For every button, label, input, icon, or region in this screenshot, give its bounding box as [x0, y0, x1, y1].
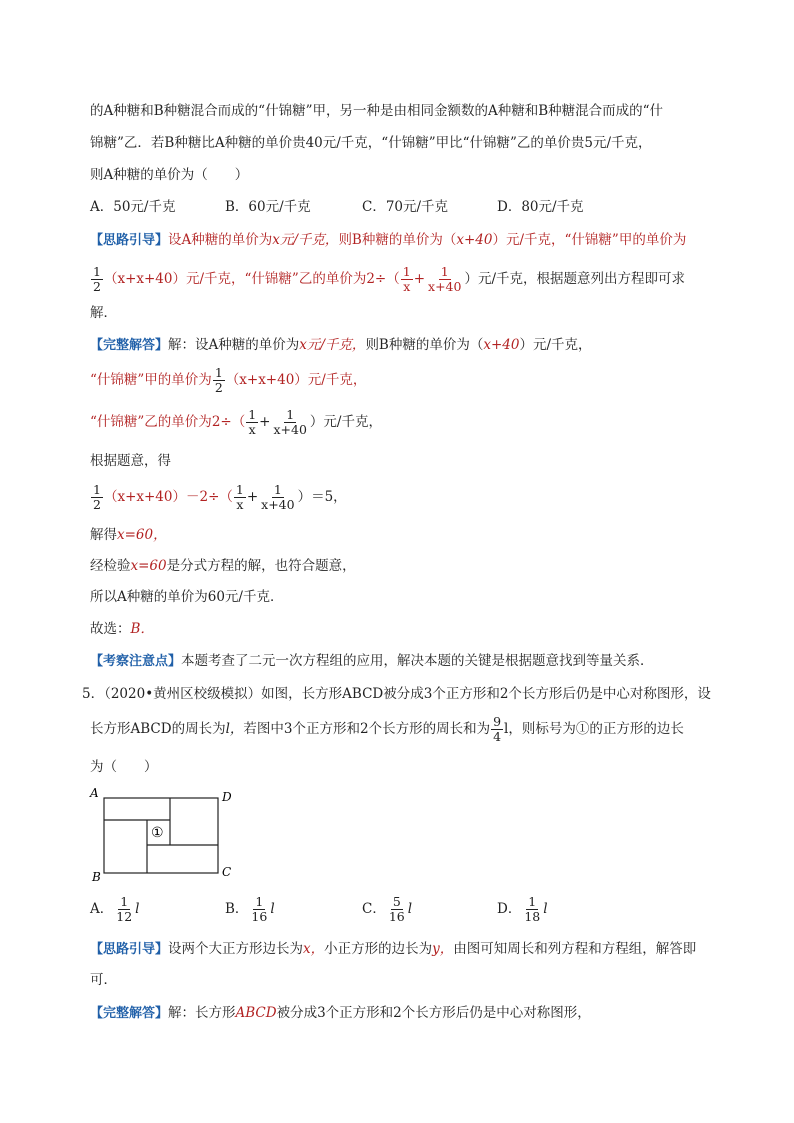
q5-option-d: D． $\frac{1}{18}$ l	[497, 893, 548, 924]
q4-option-d: D．80元/千克	[497, 199, 584, 215]
q4-stem-line-3: 则A种糖的单价为（ ）	[90, 167, 249, 183]
q4-note: 【考察注意点】本题考查了二元一次方程组的应用，解决本题的关键是根据题意找到等量关系．	[90, 653, 654, 669]
circled-one-label: ①	[151, 825, 164, 841]
hint-expr: （x+x+40）元/千克，	[103, 271, 245, 287]
q5-stem-line-2: 长方形ABCD的周长为l，若图中3个正方形和2个长方形的周长和为 $\frac{9}{4}$ l，则标号为①的正方形的边长	[90, 713, 684, 744]
fraction-1-over-x40: $\frac{1}{x+40}$	[428, 263, 462, 294]
hint-var: x元/千克，	[272, 232, 339, 248]
fraction-1-over-x40: $\frac{1}{x+40}$	[261, 481, 295, 512]
fraction-9-over-4: $\frac{9}{4}$	[493, 713, 502, 744]
rectangle-figure	[86, 784, 246, 884]
vertex-label-d: D	[222, 790, 232, 804]
q4-hint-line-3: 解．	[90, 305, 117, 321]
plus-sign: +	[413, 271, 426, 287]
solution-tag: 【完整解答】	[90, 338, 169, 353]
hint-text: ）元/千克，根据题意列出方程即可求	[464, 271, 686, 287]
hint-text: “什锦糖”乙的单价为	[244, 271, 367, 287]
q4-option-c: C．70元/千克	[362, 199, 449, 215]
q4-option-a: A．50元/千克	[90, 199, 176, 215]
q4-solution-line-6: 解得x=60，	[90, 527, 167, 543]
q4-hint-line-2	[90, 262, 685, 296]
q5-hint-line-1: 【思路引导】设两个大正方形边长为x，小正方形的边长为y，由图可知周长和列方程和方程组，解答即	[90, 941, 697, 957]
fraction-half: $\frac{1}{2}$	[214, 364, 223, 395]
hint-tag: 【思路引导】	[90, 233, 169, 248]
fraction-1-over-x: $\frac{1}{x}$	[248, 406, 257, 437]
q4-solution-line-1: 【完整解答】解：设A种糖的单价为x元/千克，则B种糖的单价为（x+40）元/千克，	[90, 337, 592, 353]
q4-solution-line-4: 根据题意，得	[90, 453, 171, 469]
hint-text: “什锦糖”甲的单价为	[564, 232, 687, 248]
q4-hint-line-1	[90, 229, 686, 252]
fraction-1-over-x40: $\frac{1}{x+40}$	[273, 406, 307, 437]
fraction-1-over-x: $\frac{1}{x}$	[402, 263, 411, 294]
hint-expr: 2÷（	[366, 271, 400, 287]
q5-solution-line-1: 【完整解答】解：长方形ABCD被分成3个正方形和2个长方形后仍是中心对称图形，	[90, 1005, 591, 1021]
q5-hint-line-2: 可．	[90, 972, 117, 988]
q5-stem-line-1: 5．（2020•黄州区校级模拟）如图，长方形ABCD被分成3个正方形和2个长方形后仍是中心对称图形，设	[82, 686, 711, 702]
q4-solution-equation: $\frac{1}{2}$ （x+x+40）－2÷（ $\frac{1}{x}$ + $\frac{1}{x+40}$ ）＝5，	[93, 481, 347, 512]
q4-solution-line-8: 所以A种糖的单价为60元/千克．	[90, 589, 284, 605]
hint-text: 设A种糖的单价为	[168, 232, 273, 248]
q5-stem-line-3: 为（ ）	[90, 759, 158, 775]
q5-option-b: B． $\frac{1}{16}$ l	[225, 893, 275, 924]
vertex-label-a: A	[90, 786, 99, 800]
q4-option-b: B．60元/千克	[225, 199, 311, 215]
hint-text: 则B种糖的单价为（	[338, 232, 457, 248]
vertex-label-b: B	[92, 870, 101, 884]
fraction-1-over-x: $\frac{1}{x}$	[235, 481, 244, 512]
q5-option-a: A． $\frac{1}{12}$ l	[90, 893, 140, 924]
q4-solution-line-2: “什锦糖”甲的单价为 $\frac{1}{2}$ （x+x+40）元/千克，	[90, 364, 367, 395]
fraction-half: $\frac{1}{2}$	[93, 263, 101, 294]
q5-option-c: C． $\frac{5}{16}$ l	[362, 893, 413, 924]
q4-stem-line-1: 的A种糖和B种糖混合而成的“什锦糖”甲，另一种是由相同金额数的A种糖和B种糖混合而成的“什	[90, 103, 664, 119]
q4-solution-line-9: 故选：B．	[90, 621, 154, 637]
hint-text: ）元/千克，	[492, 232, 565, 248]
solution-tag: 【完整解答】	[90, 1006, 169, 1021]
q4-stem-line-2: 锦糖”乙．若B种糖比A种糖的单价贵40元/千克，“什锦糖”甲比“什锦糖”乙的单价贵5元/千克，	[90, 135, 652, 151]
hint-tag: 【思路引导】	[90, 942, 169, 957]
hint-expr: x+40	[456, 232, 493, 248]
fraction-half: $\frac{1}{2}$	[93, 481, 101, 512]
q4-solution-line-7: 经检验x=60是分式方程的解，也符合题意，	[90, 558, 356, 574]
note-tag: 【考察注意点】	[90, 654, 182, 669]
q4-solution-line-3: “什锦糖”乙的单价为2÷（ $\frac{1}{x}$ + $\frac{1}{x+40}$ ）元/千克，	[90, 406, 382, 437]
vertex-label-c: C	[222, 865, 232, 879]
